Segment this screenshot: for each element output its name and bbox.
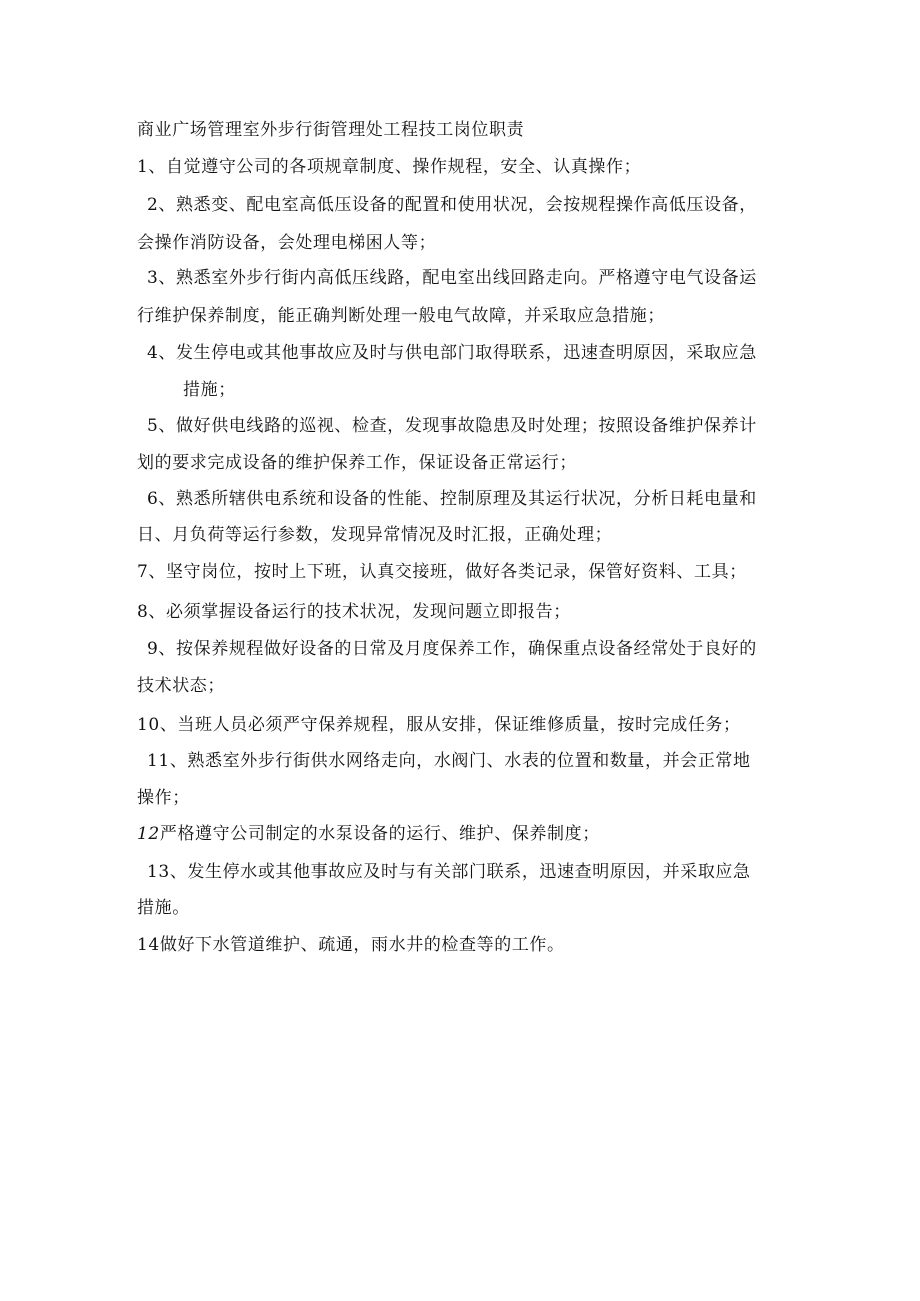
list-item-6-line-2: 日、月负荷等运行参数，发现异常情况及时汇报，正确处理；: [137, 525, 613, 545]
list-item-12-text: 严格遵守公司制定的水泵设备的运行、维护、保养制度；: [159, 824, 600, 844]
list-item-11-line-2: 操作；: [137, 788, 190, 808]
list-item-2-line-1: 2、熟悉变、配电室高低压设备的配置和使用状况，会按规程操作高低压设备，: [147, 195, 757, 215]
list-item-4-line-2: 措施；: [183, 380, 236, 400]
list-item-13-line-1: 13、发生停水或其他事故应及时与有关部门联系，迅速查明原因，并采取应急: [147, 862, 751, 882]
list-item-9-line-1: 9、按保养规程做好设备的日常及月度保养工作，确保重点设备经常处于良好的: [147, 639, 757, 659]
list-item-14-line-1: 14做好下水管道维护、疏通，雨水井的检查等的工作。: [137, 935, 565, 955]
list-item-1-line-1: 1、自觉遵守公司的各项规章制度、操作规程，安全、认真操作；: [137, 157, 642, 177]
list-item-10-line-1: 10、当班人员必须严守保养规程，服从安排，保证维修质量，按时完成任务；: [137, 715, 741, 735]
document-title: 商业广场管理室外步行街管理处工程技工岗位职责: [137, 120, 525, 140]
list-item-13-line-2: 措施。: [137, 898, 190, 918]
list-item-6-line-1: 6、熟悉所辖供电系统和设备的性能、控制原理及其运行状况，分析日耗电量和: [147, 489, 757, 509]
list-item-11-line-1: 11、熟悉室外步行街供水网络走向，水阀门、水表的位置和数量，并会正常地: [147, 751, 751, 771]
list-item-12-line-1: [137, 822, 600, 846]
list-item-3-line-1: 3、熟悉室外步行街内高低压线路，配电室出线回路走向。严格遵守电气设备运: [147, 268, 757, 288]
list-item-5-line-2: 划的要求完成设备的维护保养工作，保证设备正常运行；: [137, 453, 577, 473]
list-item-5-line-1: 5、做好供电线路的巡视、检查，发现事故隐患及时处理；按照设备维护保养计: [147, 416, 757, 436]
list-item-12-number: 12: [137, 824, 160, 844]
list-item-7-line-1: 7、坚守岗位，按时上下班，认真交接班，做好各类记录，保管好资料、工具；: [137, 562, 747, 582]
list-item-3-line-2: 行维护保养制度，能正确判断处理一般电气故障，并采取应急措施；: [137, 306, 665, 326]
list-item-2-line-2: 会操作消防设备，会处理电梯困人等；: [137, 233, 437, 253]
list-item-9-line-2: 技术状态；: [137, 676, 225, 696]
list-item-8-line-1: 8、必须掌握设备运行的技术状况，发现问题立即报告；: [137, 602, 571, 622]
list-item-4-line-1: 4、发生停电或其他事故应及时与供电部门取得联系，迅速查明原因，采取应急: [147, 343, 757, 363]
